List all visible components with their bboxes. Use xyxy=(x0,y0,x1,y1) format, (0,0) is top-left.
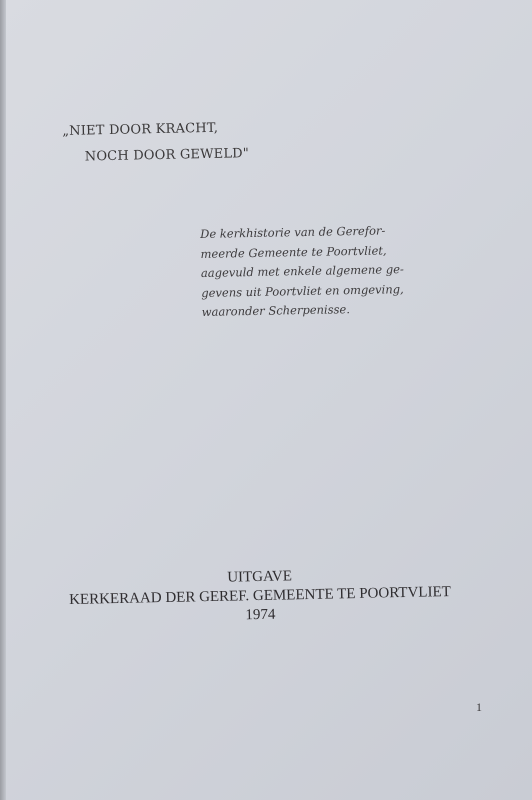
motto-line-1: „NIET DOOR KRACHT, xyxy=(62,120,219,139)
publisher-label: UITGAVE xyxy=(227,568,293,586)
subtitle-paragraph xyxy=(200,220,447,322)
motto-heading xyxy=(62,115,249,171)
motto-line-2: NOCH DOOR GEWELD" xyxy=(84,146,250,165)
publication-year: 1974 xyxy=(245,606,276,624)
subtitle-line: gevens uit Poortvliet en omgeving, xyxy=(201,281,404,300)
subtitle-line: meerde Gemeente te Poortvliet, xyxy=(200,242,387,261)
page-edge-shadow xyxy=(0,0,6,800)
subtitle-line: De kerkhistorie van de Gerefor- xyxy=(200,223,386,241)
subtitle-line: waaronder Scherpenisse. xyxy=(201,302,351,319)
publisher-block xyxy=(39,563,480,629)
publisher-name: KERKERAAD DER GEREF. GEMEENTE TE POORTVLIET xyxy=(68,584,451,608)
page-number: 1 xyxy=(476,700,482,714)
subtitle-line: aagevuld met enkele algemene ge- xyxy=(200,262,404,280)
